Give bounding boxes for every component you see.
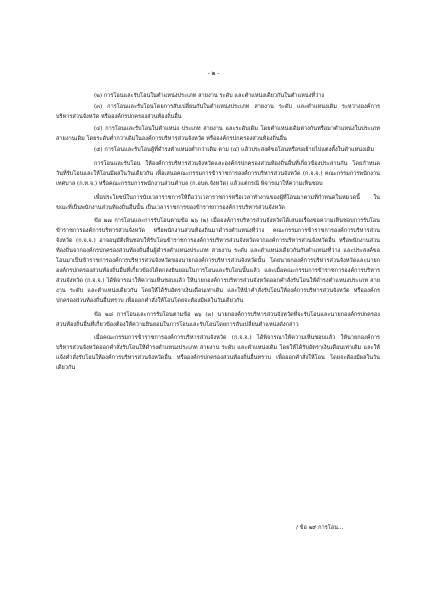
paragraph-item-3: (๓) การโอนและรับโอนโดยการสับเปลี่ยนกันในตำแหน่งประเภท สายงาน ระดับ และตำแหน่งเดิม ระหว่างองค์การบริหารส่วนจังหวัด หรือองค์กรปกครองส่วนท้องถิ่นอื่น	[56, 104, 380, 121]
continuation-note: / ข้อ ๒๙ การโอน...	[296, 525, 344, 531]
paragraph-item-2: (๒) การโอนและรับโอนในตำแหน่งประเภท สายงาน ระดับ และตำแหน่งเดียวกันในตำแหน่งที่ว่าง	[94, 93, 325, 99]
paragraph-item-4: (๔) การโอนและรับโอนในตำแหน่ง ประเภท สายงาน และระดับเดิม โดยตำแหน่งเดิมต่างกันหรือมาตำแหน่งในประเภท สายงานเดิม โดยระดับต่ำกว่าเดิมในองค์การบริหารส่วนจังหวัด หรือองค์กรปกครองส่วนท้องถิ่นอื่น	[56, 125, 380, 142]
document-body	[56, 92, 380, 376]
page-number: - ๒ -	[207, 70, 220, 77]
paragraph-clause-28-approval: เมื่อคณะกรรมการข้าราชการองค์การบริหารส่วนจังหวัด (ก.จ.จ.) ได้พิจารณาให้ความเห็นชอบแล้ว ให้นายกองค์การบริหารส่วนจังหวัดออกคำสั่งรับโอนให้ดำรงตำแหน่งประเภท สายงาน ระดับ และตำแหน่งเดิม โดยให้ได้รับอัตราเงินเดือนเท่าเดิม และให้แจ้งคำสั่งรับโอนให้องค์การบริหารส่วนจังหวัดอื่น หรือองค์กรปกครองส่วนท้องถิ่นอื่นทราบ เพื่อออกคำสั่งให้โอน โดยจะต้องมีผลในวันเดียวกัน	[56, 335, 380, 372]
paragraph-clause-28: ข้อ ๒๘ การโอนและการรับโอนตามข้อ ๒๖ (๓) นายกองค์การบริหารส่วนจังหวัดที่จะรับโอนและนายกองค์กรปกครองส่วนท้องถิ่นอื่นที่เกี่ยวข้องต้องให้ความยินยอมในการโอนและรับโอนโดยการสับเปลี่ยนตำแหน่งดังกล่าว	[56, 311, 380, 328]
paragraph-clause-27: ข้อ ๒๗ การโอนและการรับโอนตามข้อ ๒๖ (๒) เมื่อองค์การบริหารส่วนจังหวัดได้เสนอเรื่องขอความเห็นชอบการรับโอนข้าราชการองค์การบริหารส่วนจังหวัด หรือพนักงานส่วนท้องถิ่นมาดำรงตำแหน่งที่ว่าง คณะกรรมการข้าราชการองค์การบริหารส่วนจังหวัด (ก.จ.จ.) อาจอนุมัติเห็นชอบให้รับโอนข้าราชการองค์การบริหารส่วนจังหวัดจากองค์การบริหารส่วนจังหวัดอื่น หรือพนักงานส่วนท้องถิ่นจากองค์กรปกครองส่วนท้องถิ่นอื่นผู้ดำรงตำแหน่งประเภท สายงาน ระดับ และตำแหน่งเดียวกันกับตำแหน่งที่ว่าง และประสงค์ขอโอนมาเป็นข้าราชการองค์การบริหารส่วนจังหวัดของนายกองค์การบริหารส่วนจังหวัดนั้น โดยนายกองค์การบริหารส่วนจังหวัดและนายกองค์กรปกครองส่วนท้องถิ่นอื่นที่เกี่ยวข้องได้ตกลงยินยอมในการโอนและรับโอนนั้นแล้ว และเมื่อคณะกรรมการข้าราชการองค์การบริหารส่วนจังหวัด (ก.จ.จ.) ได้พิจารณาให้ความเห็นชอบแล้ว ให้นายกองค์การบริหารส่วนจังหวัดออกคำสั่งรับโอนให้ดำรงตำแหน่งประเภท สายงาน ระดับ และตำแหน่งเดียวกัน โดยให้ได้รับอัตราเงินเดือนเท่าเดิม และให้นำคำสั่งรับโอนให้องค์การบริหารส่วนจังหวัด หรือองค์กรปกครองส่วนท้องถิ่นอื่นทราบ เพื่อออกคำสั่งให้โอนโดยจะต้องมีผลในวันเดียวกัน	[56, 218, 380, 304]
paragraph-transfer-coordination: การโอนและรับโอน ให้องค์การบริหารส่วนจังหวัดและองค์กรปกครองส่วนท้องถิ่นอื่นที่เกี่ยวข้องประสานกัน โดยกำหนดวันที่รับโอนและให้โอนมีผลในวันเดียวกัน เพื่อเสนอคณะกรรมการข้าราชการองค์การบริหารส่วนจังหวัด (ก.จ.จ.) คณะกรรมการพนักงานเทศบาล (ก.ท.จ.) หรือคณะกรรมการพนักงานส่วนตำบล (ก.อบต.จังหวัด) แล้วแต่กรณี พิจารณาให้ความเห็นชอบ	[56, 160, 380, 187]
paragraph-item-5: (๕) การโอนและรับโอนผู้ที่ดำรงตำแหน่งต่ำกว่าเดิม ตาม (๔) แล้วประสงค์ขอโอนหรือขอย้ายไปแต่งตั้งในตำแหน่งเดิม	[94, 147, 375, 154]
paragraph-service-time: เพื่อประโยชน์ในการนับเวลาราชการให้ถือว่าเวลาราชการหรือเวลาทำงานของผู้ที่โอนมาตามที่กำหนดในหมวดนี้ ในขณะที่เป็นพนักงานส่วนท้องถิ่นอื่นนั้น เป็นเวลาราชการของข้าราชการองค์การบริหารส่วนจังหวัด	[56, 194, 380, 211]
